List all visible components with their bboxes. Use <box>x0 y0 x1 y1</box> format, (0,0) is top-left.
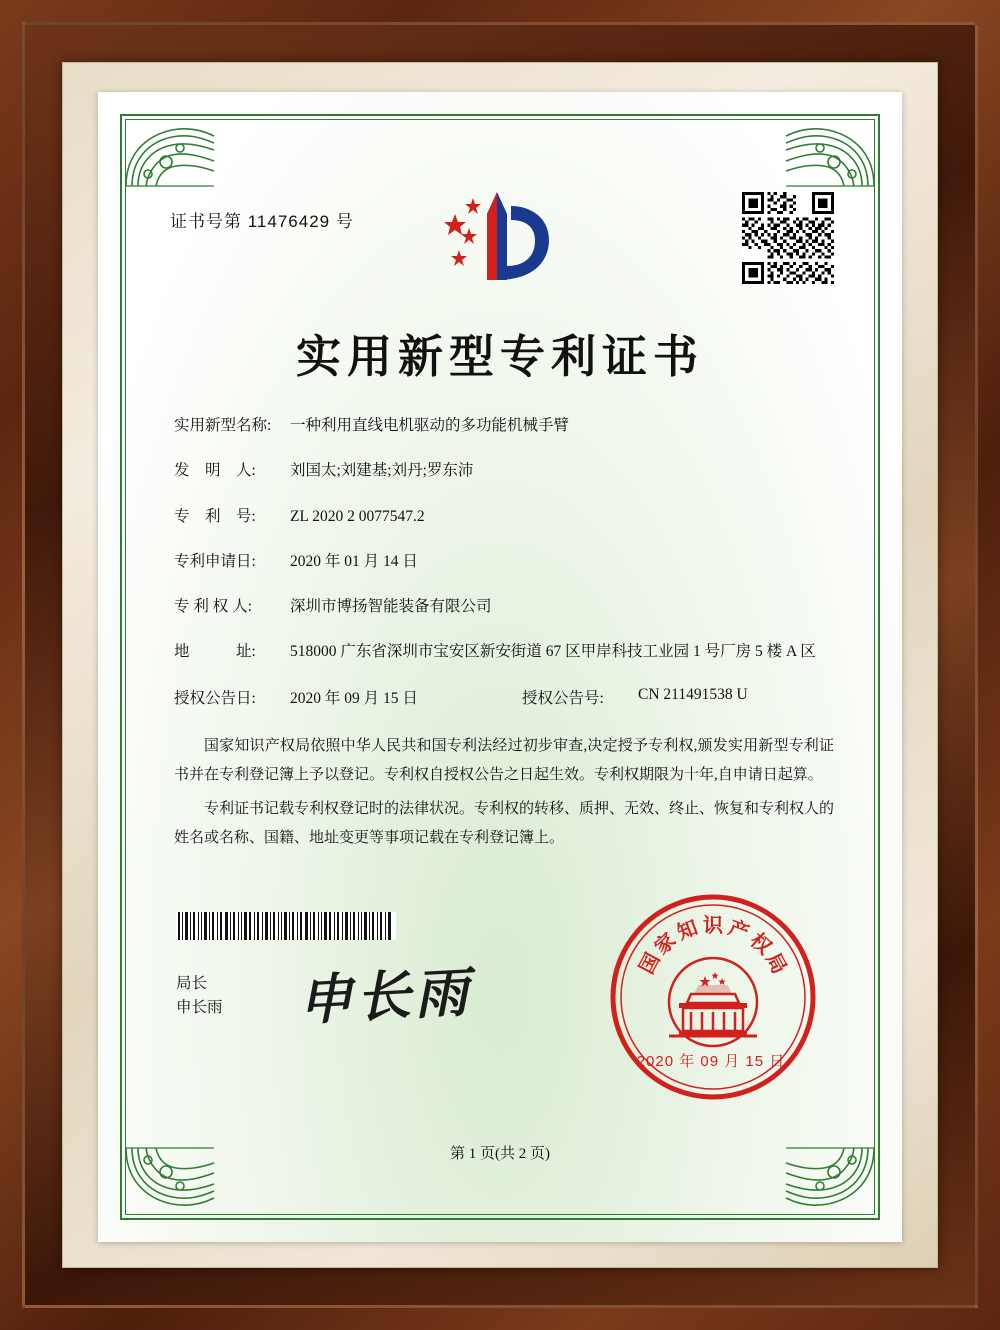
qr-code <box>742 192 834 284</box>
field-value: 518000 广东省深圳市宝安区新安街道 67 区甲岸科技工业园 1 号厂房 5 楼 A 区 <box>290 643 816 661</box>
handwritten-signature: 申长雨 <box>296 959 474 1033</box>
field-label: 地 址: <box>174 643 256 661</box>
field-row <box>174 550 834 573</box>
svg-text:识: 识 <box>703 915 723 937</box>
field-label: 专 利 号: <box>174 507 256 525</box>
page-footer: 第 1 页(共 2 页) <box>450 1146 550 1162</box>
signature-role: 局长 <box>176 975 208 992</box>
svg-text:权: 权 <box>745 929 776 960</box>
signature-name: 申长雨 <box>176 999 223 1017</box>
barcode <box>176 912 396 940</box>
field-value: 2020 年 01 月 14 日 <box>290 552 418 570</box>
legal-paragraph: 国家知识产权局依照中华人民共和国专利法经过初步审查,决定授予专利权,颁发实用新型专利证书并在专利登记簿上予以登记。专利权自授权公告之日起生效。专利权期限为十年,自申请日起算。 <box>174 738 834 784</box>
field-row <box>174 414 834 437</box>
svg-text:家: 家 <box>650 929 681 960</box>
field-row <box>174 595 834 618</box>
field-value: ZL 2020 2 0077547.2 <box>290 507 425 525</box>
cnipa-logo-icon <box>425 184 575 294</box>
field-value: 刘国太;刘建基;刘丹;罗东沛 <box>290 462 474 480</box>
svg-text:知: 知 <box>674 916 701 945</box>
field-label: 发 明 人: <box>174 462 256 480</box>
field-label: 专利申请日: <box>174 552 256 570</box>
field-value: 一种利用直线电机驱动的多功能机械手臂 <box>290 417 570 434</box>
field-row <box>174 505 834 528</box>
signature-block <box>176 972 223 1020</box>
svg-text:产: 产 <box>725 916 752 945</box>
svg-text:局: 局 <box>761 949 791 978</box>
certificate-fields <box>174 414 834 718</box>
grant-number-label: 授权公告号: <box>522 689 604 707</box>
field-row <box>174 459 834 482</box>
grant-date-value: 2020 年 09 月 15 日 <box>290 689 418 707</box>
grant-row <box>174 686 834 708</box>
legal-text <box>174 732 834 857</box>
field-label: 实用新型名称: <box>174 417 272 434</box>
field-value: 深圳市博扬智能装备有限公司 <box>290 598 492 615</box>
certificate-page <box>98 92 902 1242</box>
field-row <box>174 640 834 663</box>
grant-number-value: CN 211491538 U <box>638 685 748 703</box>
page-title: 实用新型专利证书 <box>295 332 704 382</box>
svg-text:国: 国 <box>635 949 665 978</box>
field-label: 专 利 权 人: <box>174 598 252 615</box>
legal-paragraph: 专利证书记载专利权登记时的法律状况。专利权的转移、质押、无效、终止、恢复和专利权人的姓名或名称、国籍、地址变更等事项记载在专利登记簿上。 <box>174 800 835 846</box>
grant-date-label: 授权公告日: <box>174 689 256 707</box>
seal-date: 2020 年 09 月 15 日 <box>636 1053 786 1070</box>
certificate-number: 证书号第 11476429 号 <box>170 212 354 231</box>
